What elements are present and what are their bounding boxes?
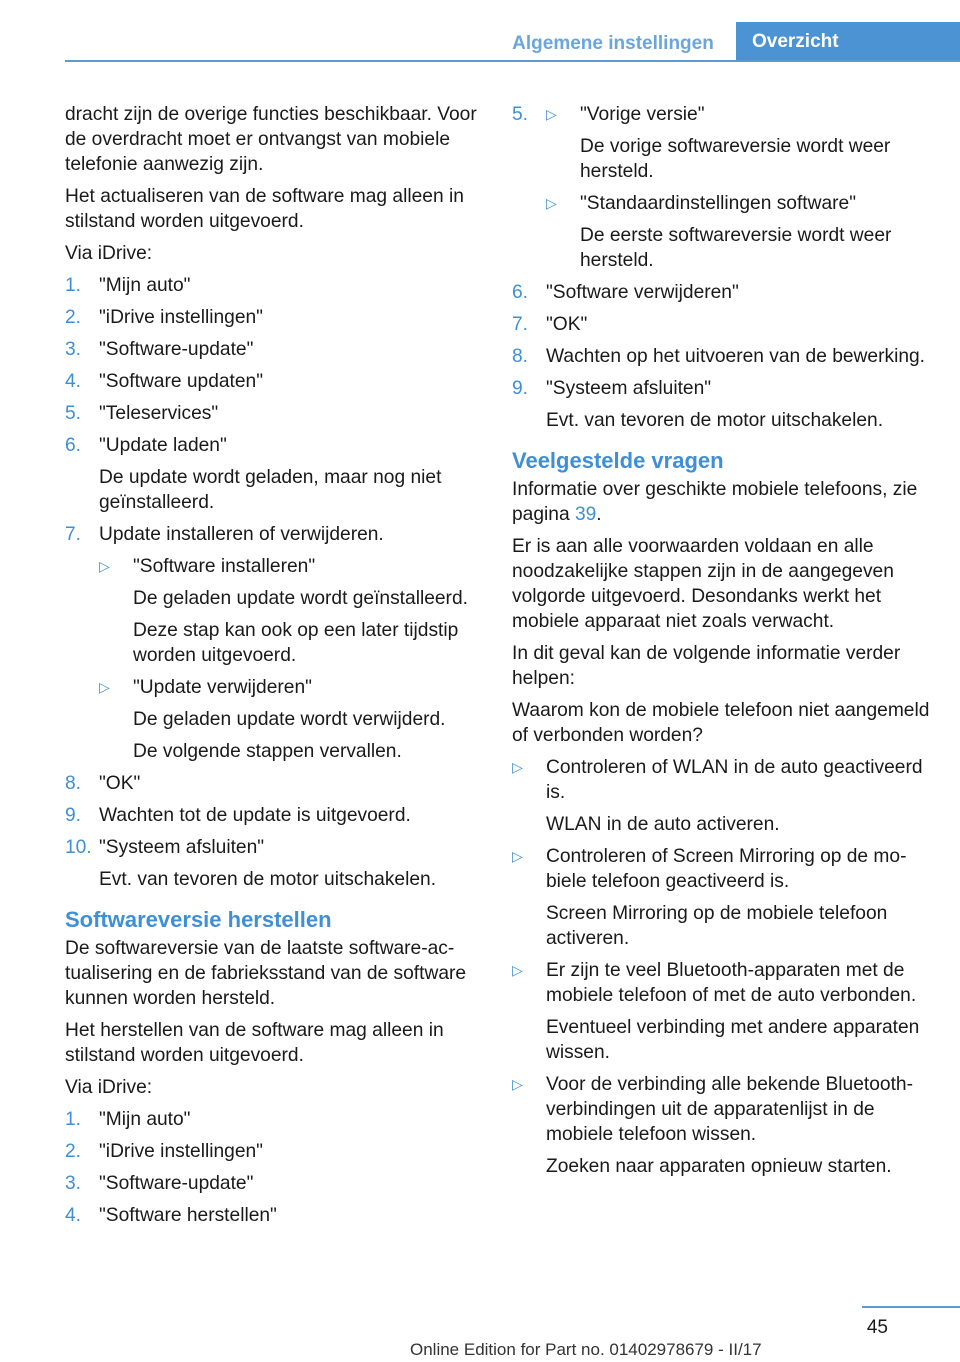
step-text: Wachten op het uitvoeren van de bewerking. bbox=[546, 346, 926, 367]
list-item bbox=[65, 369, 483, 394]
faq-text: Voor de verbinding alle bekende Bluetooth-verbindingen uit de apparatenlijst in de mobiele telefoon wissen. bbox=[546, 1074, 913, 1145]
option-text: "Standaardinstellingen software" bbox=[580, 193, 857, 214]
steps-list-restore bbox=[65, 1107, 483, 1228]
paragraph: Via iDrive: bbox=[65, 243, 153, 264]
paragraph bbox=[512, 477, 932, 527]
paragraph-text: . bbox=[596, 504, 602, 525]
step-number: 2. bbox=[65, 307, 82, 328]
list-item bbox=[65, 522, 483, 764]
step-text: Wachten tot de update is uitgevoerd. bbox=[99, 805, 411, 826]
list-item bbox=[65, 771, 483, 796]
option-list bbox=[99, 554, 483, 764]
faq-solution: Zoeken naar apparaten opnieuw starten. bbox=[546, 1156, 892, 1177]
step-number: 5. bbox=[65, 403, 82, 424]
step-text: Update installeren of verwijderen. bbox=[99, 524, 384, 545]
faq-solution: WLAN in de auto activeren. bbox=[546, 814, 780, 835]
option-note: De geladen update wordt geïnstalleerd. bbox=[133, 588, 468, 609]
faq-item bbox=[512, 755, 932, 837]
step-text: "Software updaten" bbox=[99, 371, 264, 392]
step-text: "OK" bbox=[546, 314, 588, 335]
paragraph: Via iDrive: bbox=[65, 1077, 153, 1098]
option-item bbox=[99, 554, 483, 668]
step-text: "Software herstellen" bbox=[99, 1205, 277, 1226]
step-number: 1. bbox=[65, 1109, 82, 1130]
faq-solution: Screen Mirroring op de mobiele telefoon activeren. bbox=[546, 903, 888, 949]
step-number: 6. bbox=[65, 435, 82, 456]
steps-list-restore-continued bbox=[512, 102, 932, 433]
paragraph: Waarom kon de mobiele telefoon niet aangemeld of verbonden worden? bbox=[512, 700, 930, 746]
triangle-bullet-icon: ▷ bbox=[512, 962, 523, 978]
list-item bbox=[65, 1171, 483, 1196]
step-number: 5. bbox=[512, 104, 529, 125]
list-item bbox=[65, 401, 483, 426]
faq-text: Controleren of WLAN in de auto geactiveerd is. bbox=[546, 757, 923, 803]
list-item bbox=[512, 376, 932, 433]
list-item bbox=[512, 280, 932, 305]
step-number: 9. bbox=[512, 378, 529, 399]
triangle-bullet-icon: ▷ bbox=[99, 679, 110, 695]
step-text: "Mijn auto" bbox=[99, 275, 191, 296]
option-note: Deze stap kan ook op een later tijdstip worden uitgevoerd. bbox=[133, 620, 459, 666]
step-text: "iDrive instellingen" bbox=[99, 1141, 263, 1162]
list-item bbox=[512, 102, 932, 273]
triangle-bullet-icon: ▷ bbox=[99, 558, 110, 574]
right-column bbox=[512, 102, 932, 1186]
faq-solution: Eventueel verbinding met andere apparaten wissen. bbox=[546, 1017, 920, 1063]
option-text: "Software installeren" bbox=[133, 556, 316, 577]
steps-list-update bbox=[65, 273, 483, 892]
page-header bbox=[0, 0, 960, 62]
option-note: De vorige softwareversie wordt weer hersteld. bbox=[580, 136, 891, 182]
paragraph-text: Informatie over geschikte mobiele telefoons, zie pagina bbox=[512, 479, 918, 525]
list-item bbox=[65, 1107, 483, 1132]
step-number: 4. bbox=[65, 371, 82, 392]
triangle-bullet-icon: ▷ bbox=[546, 106, 557, 122]
step-number: 3. bbox=[65, 1173, 82, 1194]
section-heading: Softwareversie herstellen bbox=[65, 907, 332, 932]
step-number: 7. bbox=[512, 314, 529, 335]
edition-note: Online Edition for Part no. 01402978679 - II/17 bbox=[410, 1340, 762, 1359]
footer-rule bbox=[862, 1306, 960, 1308]
paragraph: dracht zijn de overige functies beschikbaar. Voor de overdracht moet er ontvangst van mobiele telefonie aanwezig zijn. bbox=[65, 104, 477, 175]
faq-item bbox=[512, 844, 932, 951]
list-item bbox=[65, 1203, 483, 1228]
option-text: "Vorige versie" bbox=[580, 104, 705, 125]
section-heading: Veelgestelde vragen bbox=[512, 448, 724, 473]
step-number: 8. bbox=[512, 346, 529, 367]
paragraph: De softwareversie van de laatste software-actualisering en de fabrieksstand van de software kunnen worden hersteld. bbox=[65, 938, 467, 1009]
step-text: "iDrive instellingen" bbox=[99, 307, 263, 328]
step-note: De update wordt geladen, maar nog niet geïnstalleerd. bbox=[99, 467, 442, 513]
step-text: "Software verwijderen" bbox=[546, 282, 739, 303]
triangle-bullet-icon: ▷ bbox=[512, 759, 523, 775]
faq-text: Controleren of Screen Mirroring op de mobiele telefoon geactiveerd is. bbox=[546, 846, 907, 892]
page-number: 45 bbox=[866, 1317, 888, 1338]
option-item bbox=[546, 191, 932, 273]
triangle-bullet-icon: ▷ bbox=[512, 1076, 523, 1092]
paragraph: Er is aan alle voorwaarden voldaan en alle noodzakelijke stappen zijn in de aangegeven volgorde uitgevoerd. Desondanks werkt het mobiele apparaat niet zoals verwacht. bbox=[512, 536, 894, 632]
step-number: 1. bbox=[65, 275, 82, 296]
triangle-bullet-icon: ▷ bbox=[512, 848, 523, 864]
step-text: "Mijn auto" bbox=[99, 1109, 191, 1130]
step-number: 6. bbox=[512, 282, 529, 303]
list-item bbox=[65, 835, 483, 892]
step-number: 7. bbox=[65, 524, 82, 545]
step-number: 3. bbox=[65, 339, 82, 360]
triangle-bullet-icon: ▷ bbox=[546, 195, 557, 211]
option-item bbox=[546, 102, 932, 184]
step-number: 8. bbox=[65, 773, 82, 794]
option-note: De eerste softwareversie wordt weer hersteld. bbox=[580, 225, 892, 271]
step-note: Evt. van tevoren de motor uitschakelen. bbox=[546, 410, 884, 431]
step-text: "OK" bbox=[99, 773, 141, 794]
step-text: "Systeem afsluiten" bbox=[99, 837, 265, 858]
list-item bbox=[65, 305, 483, 330]
list-item bbox=[65, 337, 483, 362]
step-text: "Software-update" bbox=[99, 1173, 254, 1194]
step-number: 2. bbox=[65, 1141, 82, 1162]
list-item bbox=[65, 433, 483, 515]
step-note: Evt. van tevoren de motor uitschakelen. bbox=[99, 869, 437, 890]
list-item bbox=[65, 1139, 483, 1164]
faq-list bbox=[512, 755, 932, 1179]
list-item bbox=[65, 803, 483, 828]
step-number: 10. bbox=[65, 837, 92, 858]
paragraph: Het actualiseren van de software mag alleen in stilstand worden uitgevoerd. bbox=[65, 186, 464, 232]
step-text: "Update laden" bbox=[99, 435, 227, 456]
paragraph: Het herstellen van de software mag alleen in stilstand worden uitgevoerd. bbox=[65, 1020, 444, 1066]
option-list bbox=[546, 102, 932, 273]
step-number: 4. bbox=[65, 1205, 82, 1226]
list-item bbox=[512, 312, 932, 337]
left-column bbox=[65, 102, 483, 1236]
step-number: 9. bbox=[65, 805, 82, 826]
faq-item bbox=[512, 1072, 932, 1179]
step-text: "Systeem afsluiten" bbox=[546, 378, 712, 399]
list-item bbox=[65, 273, 483, 298]
option-text: "Update verwijderen" bbox=[133, 677, 312, 698]
option-item bbox=[99, 675, 483, 764]
step-text: "Teleservices" bbox=[99, 403, 219, 424]
paragraph: In dit geval kan de volgende informatie verder helpen: bbox=[512, 643, 901, 689]
list-item bbox=[512, 344, 932, 369]
option-note: De geladen update wordt verwijderd. bbox=[133, 709, 446, 730]
faq-text: Er zijn te veel Bluetooth-apparaten met de mobiele telefoon of met de auto verbonden. bbox=[546, 960, 917, 1006]
header-rule bbox=[65, 60, 960, 62]
section-tab: Overzicht bbox=[736, 22, 960, 62]
step-text: "Software-update" bbox=[99, 339, 254, 360]
section-title: Algemene instellingen bbox=[512, 33, 714, 54]
page-link[interactable]: 39 bbox=[574, 504, 597, 525]
option-note: De volgende stappen vervallen. bbox=[133, 741, 402, 762]
faq-item bbox=[512, 958, 932, 1065]
